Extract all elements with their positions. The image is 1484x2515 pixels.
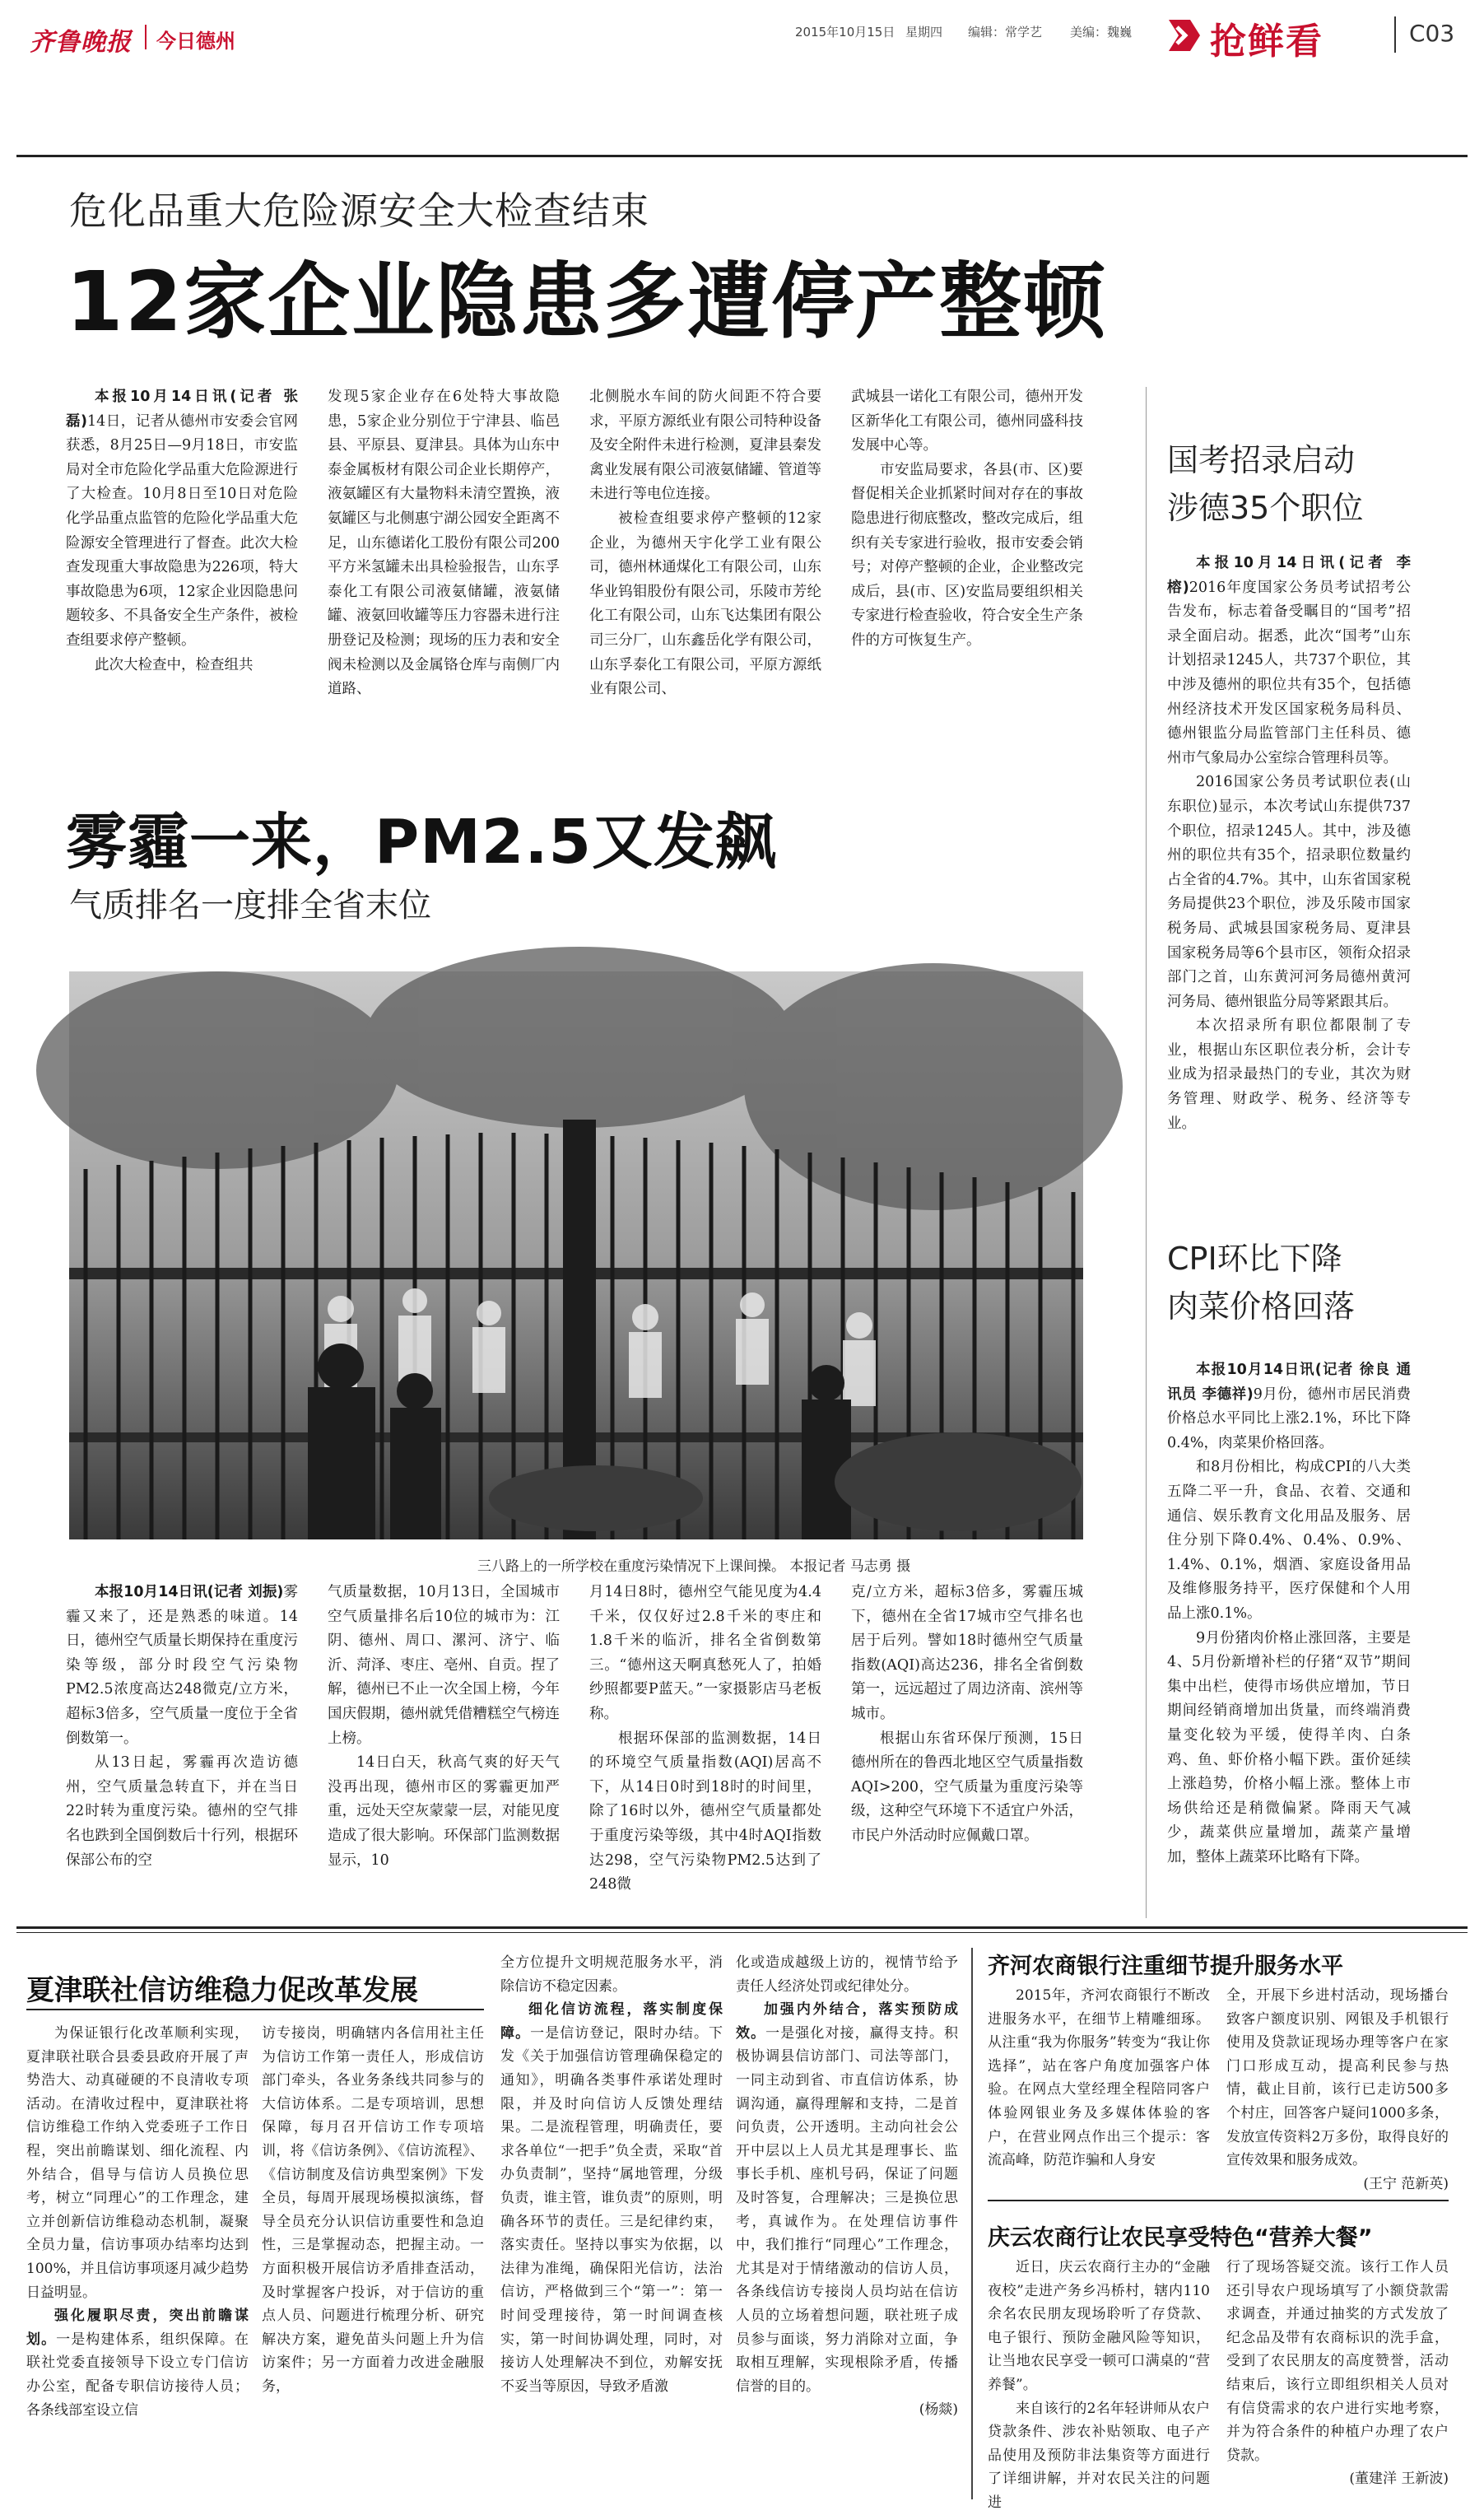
story2-photo-caption: 三八路上的一所学校在重度污染情况下上课间操。 本报记者 马志勇 摄: [477, 1558, 911, 1575]
section-name: 今日德州: [156, 30, 235, 53]
story2-text-2b: 14日白天，秋高气爽的好天气没再出现，德州市区的雾霾更加严重，远处天空灰蒙蒙一层，对能见度造成了很大影响。环保部门监测数据显示，10: [328, 1754, 560, 1869]
story4-text-1: 2015年，齐河农商银行不断改进服务水平，在细节上精雕细琢。从注重“我为你服务”转变为“我让你选择”，站在客户角度加强客户体验。在网点大堂经理全程陪同客户体验网银业务及多媒体体验的客户，在营业网点作出三个提示：客流高峰，防范诈骗和人身安: [988, 1987, 1210, 2169]
story5-headline: 庆云农商行让农民享受特色“营养大餐”: [988, 2225, 1373, 2251]
bottom-divider: [971, 1948, 973, 2499]
story1-text-3: 北侧脱水车间的防火间距不符合要求，平原方源纸业有限公司特种设备及安全附件未进行检测，夏津县秦发禽业发展有限公司液氨储罐、管道等未进行等电位连接。: [589, 389, 821, 503]
smog-school-photo: [69, 971, 1083, 1539]
story2-subhead: 气质排名一度排全省末位: [69, 887, 431, 924]
side2-text-1: 9月份，德州市居民消费价格总水平同比上涨2.1%，环比下降0.4%，肉菜果价格回落。: [1167, 1386, 1412, 1451]
side1-text-3: 本次招录所有职位都限制了专业，根据山东区职位表分析，会计专业成为招录最热门的专业，其次为财务管理、财政学、税务、经济等专业。: [1167, 1018, 1411, 1132]
bottom-section-rule-thin: [16, 1932, 1468, 1933]
story2-text-2: 气质量数据，10月13日，全国城市空气质量排名后10位的城市为：江阴、德州、周口、漯河、济宁、临沂、菏泽、枣庄、亳州、自贡。捏了解，德州已不止一次全国上榜，今年国庆假期，德州就凭借糟糕空气榜连上榜。: [328, 1584, 560, 1747]
story3-subhead-1: 强化履职尽责，突出前瞻谋划。: [26, 2308, 249, 2348]
side2-headline: [1167, 1235, 1355, 1330]
story2-text-3b: 根据环保部的监测数据，14日的环境空气质量指数(AQI)居高不下，从14日0时到18时的时间里，除了16时以外，德州空气质量都处于重度污染等级，其中4时AQI指数达298，空气污染物PM2.5达到了248微: [589, 1730, 821, 1893]
designer-credit: 美编：魏巍: [1070, 25, 1133, 40]
story1-dateline: 本报10月14日讯(记者 张磊): [66, 389, 298, 430]
story5-text-1: 近日，庆云农商行主办的“金融夜校”走进产务乡冯桥村，辖内110余名农民朋友现场聆听了存贷款、电子银行、预防金融风险等知识，让当地农民享受一顿可口满桌的“营养餐”。: [988, 2259, 1210, 2393]
story2-text-1: 雾霾又来了，还是熟悉的味道。14日，德州空气质量长期保持在重度污染等级，部分时段空气污染物PM2.5浓度高达248微克/立方米，超标3倍多，空气质量一度位于全省倒数第一。: [66, 1584, 299, 1747]
masthead: [0, 0, 1484, 74]
story5-text-1b: 来自该行的2名年轻讲师从农户贷款条件、涉农补贴领取、电子产品使用及预防非法集资等方面进行了详细讲解，并对农民关注的问题进: [988, 2400, 1210, 2511]
column-icon: [1165, 16, 1203, 54]
story3-text-2: 访专接岗，明确辖内各信用社主任为信访工作第一责任人，形成信访部门牵头，各业务条线共同参与的大信访体系。二是专项培训，思想保障，每月召开信访工作专项培训，将《信访条例》、《信访流程》、《信访制度及信访典型案例》下发全员，每周开展现场模拟演练，督导全员充分认识信访重要性和急迫性，三是掌握动态，把握主动。一方面积极开展信访矛盾排查活动，及时掌握客户投诉，对于信访的重点人员、问题进行梳理分析、研究解决方案，避免苗头问题上升为信访案件；另一方面着力改进金融服务，: [262, 2025, 484, 2395]
story3-headline-underline: [26, 2009, 484, 2010]
story5-text-2: 行了现场答疑交流。该行工作人员还引导农户现场填写了小额贷款需求调查，并通过抽奖的方式发放了纪念品及带有农商标识的洗手盒，受到了农民朋友的高度赞誉，活动结束后，该行立即组织相关人员对有信贷需求的农户进行实地考察，并为符合条件的种植户办理了农户贷款。: [1226, 2259, 1449, 2464]
column-title: 抢鲜看: [1210, 21, 1324, 63]
story1-text-4: 武城县一诺化工有限公司，德州开发区新华化工有限公司，德州同盛科技发展中心等。: [851, 389, 1083, 454]
side1-headline: [1167, 436, 1363, 532]
story3-text-1b: 一是构建体系，组织保障。在联社党委直接领导下设立专门信访办公室，配备专职信访接待人员；各条线部室设立信: [26, 2331, 249, 2419]
story1-column-1: [66, 385, 298, 715]
page-number: C03: [1409, 20, 1455, 47]
side2-body: [1167, 1358, 1411, 1918]
story2-column-3: [589, 1581, 821, 1918]
bottom-section-rule: [16, 1926, 1468, 1929]
story1-text-1b: 此次大检查中，检查组共: [95, 656, 254, 673]
side2-dateline: 本报10月14日讯(记者 徐良 通讯员 李德祥): [1167, 1362, 1411, 1403]
logo-divider: [145, 25, 147, 49]
story3-column-3: [500, 1951, 723, 2499]
story3-text-1: 为保证银行化改革顺利实现，夏津联社联合县委县政府开展了声势浩大、动真碰硬的不良清收专项活动。在清收过程中，夏津联社将信访维稳工作纳入党委班子工作日程，突出前瞻谋划、细化流程、内外结合，倡导与信访人员换位思考，树立“同理心”的工作理念，建立并创新信访维稳动态机制，凝聚全员力量，信访事项办结率均达到100%，并且信访事项逐月减少趋势日益明显。: [26, 2025, 249, 2301]
story3-headline: 夏津联社信访维稳力促改革发展: [26, 1974, 418, 2007]
story3-subhead-3: 加强内外结合，落实预防成效。: [736, 2001, 958, 2042]
story2-column-1: [66, 1581, 298, 1918]
story4-bottom-rule: [988, 2200, 1449, 2201]
story2-headline: 雾霾一来，PM2.5又发飙: [66, 807, 777, 878]
story1-kicker: 危化品重大危险源安全大检查结束: [69, 189, 649, 233]
story2-text-4b: 根据山东省环保厅预测，15日德州所在的鲁西北地区空气质量指数AQI>200，空气质量为重度污染等级，这种空气环境下不适宜户外活，市民户外活动时应佩戴口罩。: [851, 1730, 1083, 1844]
masthead-rule: [16, 155, 1468, 157]
story1-text-3b: 被检查组要求停产整顿的12家企业，为德州天宇化学工业有限公司，德州林通煤化工有限公司，山东华业钨钼股份有限公司，乐陵市芳纶化工有限公司，山东飞达集团有限公司三分厂，山东鑫岳化学有限公司，山东孚泰化工有限公司，平原方源纸业有限公司、: [589, 510, 821, 698]
story4-column-2: [1226, 1984, 1449, 2192]
story4-headline: 齐河农商银行注重细节提升服务水平: [988, 1954, 1343, 1979]
story1-column-4: [851, 385, 1083, 715]
side1-body: [1167, 552, 1411, 1227]
story1-column-3: [589, 385, 821, 715]
side1-text-2: 2016国家公务员考试职位表(山东职位)显示，本次考试山东提供737个职位，招录1245人。其中，涉及德州的职位共有35个，招录职位数量约占全省的4.7%。其中，山东省国家税务局提供23个职位，涉及乐陵市国家税务局、武城县国家税务局、夏津县国家税务局等6个县市区，领衔众招录部门之首，山东黄河河务局德州黄河河务局、德州银监分局等紧跟其后。: [1167, 774, 1411, 1010]
story3-column-4: [736, 1951, 958, 2499]
side2-headline-line2: 肉菜价格回落: [1167, 1288, 1356, 1325]
story2-text-3: 月14日8时，德州空气能见度为4.4千米，仅仅好过2.8千米的枣庄和1.8千米的临沂，排名全省倒数第三。“德州这天啊真愁死人了，拍婚纱照都要P蓝天。”一家摄影店马老板称。: [589, 1584, 821, 1722]
side1-headline-line2: 涉德35个职位: [1167, 490, 1364, 526]
story2-column-4: [851, 1581, 1083, 1918]
side2-headline-line1: CPI环比下降: [1167, 1241, 1342, 1277]
story3-text-4b: 一是强化对接，赢得支持。积极协调县信访部门、司法等部门，一同主动到省、市直信访体系，协调沟通，赢得理解和支持，二是首问负责，公开透明。主动向社会公开中层以上人员尤其是理事长、监事长手机、座机号码，保证了问题及时答复，合理解决；三是换位思考，真诚作为。在处理信访事件中，我们推行“同理心”工作理念，尤其是对于情绪激动的信访人员，各条线信访专接岗人员均站在信访人员的立场着想问题，联社班子成员参与面谈，努力消除对立面，争取相互理解，实现根除矛盾，传播信誉的目的。: [736, 2024, 959, 2395]
story1-text-1: 14日，记者从德州市安委会官网获悉，8月25日—9月18日，市安监局对全市危险化学品重大危险源进行了大检查。10月8日至10日对危险化学品重点监管的危险化学品重大危险源安全管理进行了督查。此次大检查发现重大事故隐患为226项，特大事故隐患为6项，12家企业因隐患问题较多、不具备安全生产条件，被检查组要求停产整顿。: [66, 412, 298, 649]
story3-byline: (杨燚): [919, 2401, 958, 2419]
story1-text-4b: 市安监局要求，各县(市、区)要督促相关企业抓紧时间对存在的事故隐患进行彻底整改，整改完成后，组织有关专家进行验收，报市安委会销号；对停产整顿的企业，企业整改完成后，县(市、区)安监局要组织相关专家进行检查验收，符合安全生产条件的方可恢复生产。: [851, 461, 1083, 649]
story5-column-2: [1226, 2256, 1449, 2499]
story1-text-2: 发现5家企业存在6处特大事故隐患，5家企业分别位于宁津县、临邑县、平原县、夏津县。具体为山东中泰金属板材有限公司企业长期停产，液氨罐区有大量物料未清空置换，液氨罐区与北侧惠宁湖公园安全距离不足，山东德诺化工股份有限公司200平方米氢罐未出具检验报告，山东孚泰化工有限公司液氨储罐，液氨储罐、液氨回收罐等压力容器未进行注册登记及检测；现场的压力表和安全阀未检测以及金属铬仓库与南侧厂内道路、: [328, 389, 560, 698]
editor-credit: 编辑：常学艺: [968, 25, 1043, 40]
story2-text-4: 克/立方米，超标3倍多，雾霾压城下，德州在全省17城市空气排名也居于后列。譬如18时德州空气质量指数(AQI)高达236，排名全省倒数第一，远远超过了周边济南、滨州等城市。: [851, 1584, 1083, 1722]
story5-column-1: [988, 2256, 1210, 2511]
side2-text-2: 和8月份相比，构成CPI的八大类五降二平一升，食品、衣着、交通和通信、娱乐教育文化用品及服务、居住分别下降0.4%、0.4%、0.9%、1.4%、0.1%，烟酒、家庭设备用品及维修服务持平，医疗保健和个人用品上涨0.1%。: [1167, 1459, 1411, 1622]
sidebar-divider: [1146, 387, 1147, 1918]
story3-text-4: 化或造成越级上访的，视情节给予责任人经济处罚或纪律处分。: [736, 1954, 958, 1995]
story4-text-2: 全，开展下乡进村活动，现场播台致客户额度识别、网银及手机银行使用及贷款证现场办理等客户在家门口形成互动，提高利民参与热情，截止目前，该行已走访500多个村庄，回答客户疑问1000多条，发放宣传资料2万多份，取得良好的宣传效果和服务成效。: [1226, 1987, 1449, 2169]
page-number-divider: [1394, 16, 1396, 53]
side1-headline-line1: 国考招录启动: [1167, 442, 1356, 478]
story3-text-3: 全方位提升文明规范服务水平，消除信访不稳定因素。: [500, 1954, 723, 1995]
story4-column-1: [988, 1984, 1210, 2182]
story1-column-2: [328, 385, 560, 715]
issue-date: 2015年10月15日: [795, 25, 896, 40]
story3-column-2: [262, 2022, 484, 2499]
story3-text-3b: 一是信访登记，限时办结。下发《关于加强信访管理确保稳定的通知》，明确各类事件承诺处理时限，并及时向信访人反馈处理结果。二是流程管理，明确责任，要求各单位“一把手”负全责，采取“首办负责制”，坚持“属地管理，分级负责，谁主管，谁负责”的原则，明确各环节的责任。三是纪律约束，落实责任。坚持以事实为依据，以法律为准绳，确保阳光信访，法治信访，严格做到三个“第一”：第一时间受理接待，第一时间调查核实，第一时间协调处理，同时，对接访人处理解决不到位，劝解安抚不妥当等原因，导致矛盾激: [500, 2024, 723, 2395]
newspaper-logo: 齐鲁晚报: [30, 28, 132, 57]
story2-column-2: [328, 1581, 560, 1918]
story3-column-1: [26, 2022, 249, 2499]
issue-weekday: 星期四: [905, 25, 943, 40]
side1-text-1: 2016年度国家公务员考试招考公告发布，标志着备受瞩目的“国考”招录全面启动。据悉，此次“国考”山东计划招录1245人，共737个职位，其中涉及德州的职位共有35个，包括德州经济技术开发区国家税务局科员、德州银监分局监管部门主任科员、德州市气象局办公室综合管理科员等。: [1167, 579, 1411, 766]
story2-dateline: 本报10月14日讯(记者 刘振): [95, 1584, 284, 1600]
side1-dateline: 本报10月14日讯(记者 李榕): [1167, 555, 1411, 596]
story1-headline: 12家企业隐患多遭停产整顿: [66, 254, 1108, 350]
story2-text-1b: 从13日起，雾霾再次造访德州，空气质量急转直下，并在当日22时转为重度污染。德州的空气排名也跌到全国倒数后十行列，根据环保部公布的空: [66, 1754, 298, 1869]
side2-text-3: 9月份猪肉价格止涨回落，主要是4、5月份新增补栏的仔猪“双节”期间集中出栏，使得市场供应增加，节日期间经销商增加出货量，而终端消费量变化较为平缓，使得羊肉、白条鸡、鱼、虾价格小幅下跌。蛋价延续上涨趋势，价格小幅上涨。整体上市场供给还是稍微偏紧。降雨天气减少，蔬菜供应量增加，蔬菜产量增加，整体上蔬菜环比略有下降。: [1167, 1629, 1411, 1865]
story5-byline: (董建洋 王新波): [1349, 2471, 1449, 2488]
story3-subhead-2: 细化信访流程，落实制度保障。: [500, 2001, 723, 2042]
story4-byline: (王宁 范新英): [1363, 2175, 1449, 2192]
